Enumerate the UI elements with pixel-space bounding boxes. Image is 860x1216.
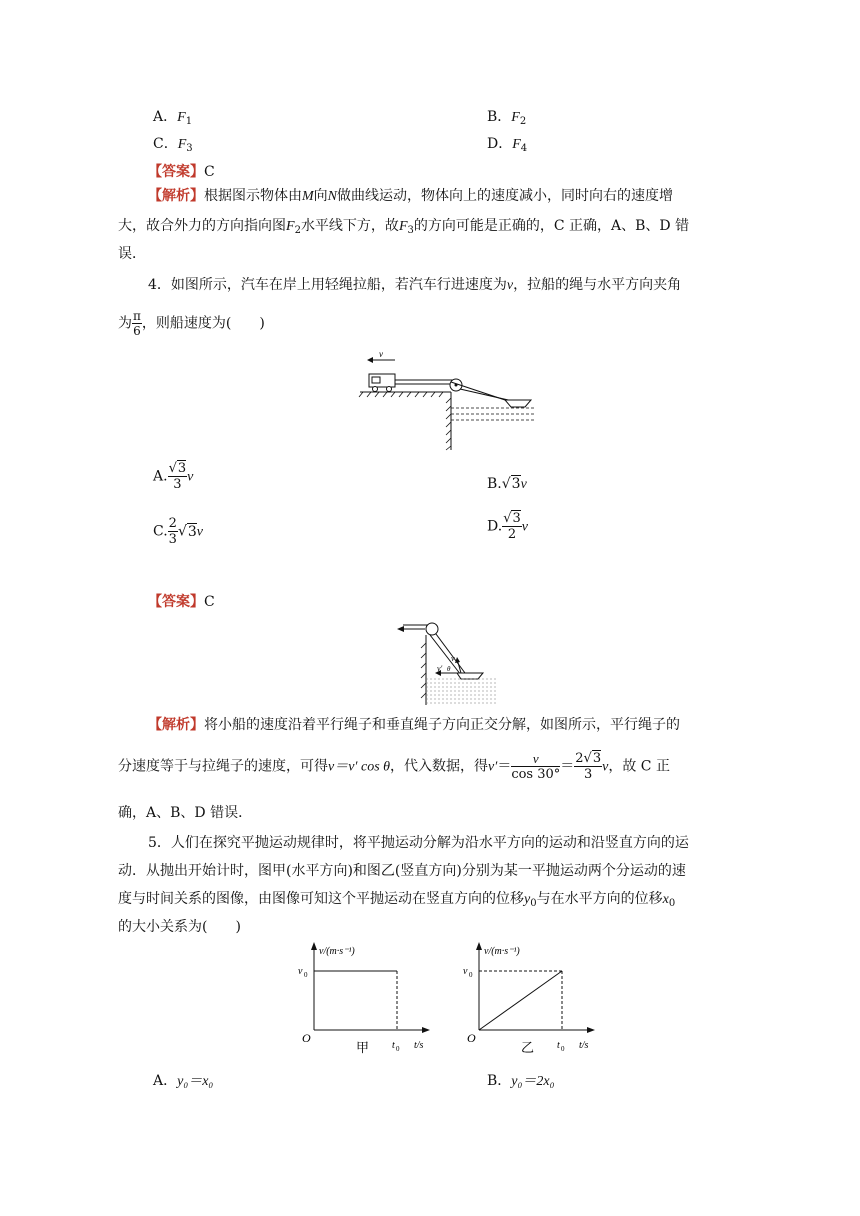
option-c: C．$F_3$ bbox=[153, 136, 193, 154]
chart-yi-xtick: t bbox=[557, 1040, 560, 1051]
q4-analysis: 【解析】将小船的速度沿着平行绳子和垂直绳子方向正交分解，如图所示，平行绳子的 bbox=[148, 717, 680, 733]
q4-answer: 【答案】C bbox=[148, 594, 215, 610]
q5-stem-line3: 度与时间关系的图像，由图像可知这个平抛运动在竖直方向的位移$y_0$与在水平方向的位移$x_0$ bbox=[118, 891, 676, 909]
q3-analysis-line3: 误． bbox=[118, 246, 146, 262]
option-d: D．$F_4$ bbox=[487, 136, 528, 154]
chart-jia-ytick-sub: 0 bbox=[304, 971, 308, 979]
chart-yi bbox=[455, 938, 605, 1058]
q3-analysis-line2: 大，故合外力的方向指向图$F_2$水平线下方，故$F_3$的方向可能是正确的，C 正确，A、B、D 错 bbox=[118, 218, 690, 236]
q4-analysis-line3: 确，A、B、D 错误． bbox=[118, 805, 253, 821]
svg-text:θ: θ bbox=[447, 665, 451, 673]
chart-yi-ytick: v bbox=[463, 966, 468, 977]
q5-stem-line2: 动．从抛出开始计时，图甲(水平方向)和图乙(竖直方向)分别为某一平抛运动两个分运动的速 bbox=[118, 863, 686, 879]
option-a: A．$F_1$ bbox=[153, 109, 193, 127]
q5-option-a: A．y₀＝x₀ bbox=[153, 1073, 214, 1089]
velocity-decomposition-figure bbox=[395, 615, 500, 707]
option-b: B．$F_2$ bbox=[487, 109, 527, 127]
chart-jia-ylabel: v/(m·s⁻¹) bbox=[319, 946, 355, 957]
chart-jia-xtick-sub: 0 bbox=[396, 1045, 400, 1053]
q4-stem-line2: 为 $\frac{\pi}{6}$ ，则船速度为( ) bbox=[118, 309, 265, 338]
svg-text:v': v' bbox=[437, 664, 443, 673]
q4-option-c: C. $\frac{2}{3}$ √3v bbox=[153, 516, 204, 547]
chart-yi-caption: 乙 bbox=[521, 1040, 535, 1055]
chart-yi-xlabel: t/s bbox=[579, 1040, 589, 1051]
q5-stem-line4: 的大小关系为( ) bbox=[118, 919, 241, 935]
q5-stem: 5．人们在探究平抛运动规律时，将平抛运动分解为沿水平方向的运动和沿竖直方向的运 bbox=[148, 835, 689, 851]
q5-option-b: B．y₀＝2x₀ bbox=[487, 1073, 555, 1089]
chart-jia-origin: O bbox=[302, 1031, 311, 1045]
q4-analysis-line2: 分速度等于与拉绳子的速度，可得v＝v′ cos θ，代入数据，得v′＝ $\frac{v}{\cos 30^\circ}$ ＝ $\frac{2√3}{3}$ v，故 C 正 bbox=[118, 751, 670, 782]
chart-jia bbox=[290, 938, 440, 1058]
q4-stem: 4．如图所示，汽车在岸上用轻绳拉船，若汽车行进速度为v，拉船的绳与水平方向夹角 bbox=[148, 277, 682, 293]
chart-jia-xlabel: t/s bbox=[414, 1040, 424, 1051]
car-boat-figure bbox=[355, 350, 535, 454]
q4-option-b: B.√3v bbox=[487, 476, 527, 492]
svg-text:v: v bbox=[379, 350, 383, 359]
q4-option-d: D. $\frac{√3}{2}$ v bbox=[487, 511, 528, 542]
svg-text:v: v bbox=[451, 654, 455, 663]
chart-jia-xtick: t bbox=[392, 1040, 395, 1051]
chart-jia-ytick: v bbox=[298, 966, 303, 977]
q4-option-a: A. $\frac{√3}{3}$ v bbox=[153, 461, 194, 492]
q3-answer: 【答案】C bbox=[148, 164, 215, 180]
chart-yi-ylabel: v/(m·s⁻¹) bbox=[484, 946, 520, 957]
chart-yi-xtick-sub: 0 bbox=[561, 1045, 565, 1053]
chart-jia-caption: 甲 bbox=[356, 1040, 370, 1055]
chart-yi-origin: O bbox=[467, 1031, 476, 1045]
chart-yi-ytick-sub: 0 bbox=[469, 971, 473, 979]
q3-analysis: 【解析】根据图示物体由M向N做曲线运动，物体向上的速度减小，同时向右的速度增 bbox=[148, 188, 674, 204]
